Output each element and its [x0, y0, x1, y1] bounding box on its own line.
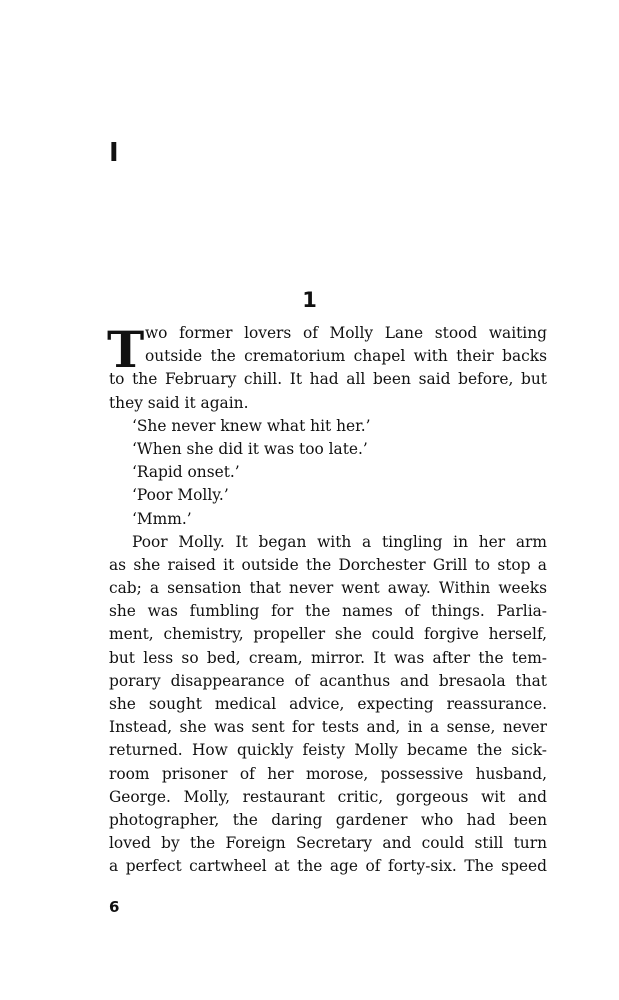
text-line: Poor Molly. It began with a tingling in her arm	[132, 532, 547, 551]
text-line: she was fumbling for the names of things. Parlia-	[109, 602, 547, 621]
text-line: room prisoner of her morose, possessive husband,	[109, 764, 547, 783]
body-text	[109, 322, 547, 879]
text-line: outside the crematorium chapel with their backs	[145, 347, 547, 366]
drop-cap: T	[107, 320, 145, 379]
text-line: loved by the Foreign Secretary and could still turn	[109, 834, 547, 853]
text-line: Instead, she was sent for tests and, in a sense, never	[109, 718, 547, 737]
text-line: as she raised it outside the Dorchester Grill to stop a	[109, 555, 547, 574]
dialogue-line: ‘Mmm.’	[132, 509, 192, 528]
text-line: to the February chill. It had all been said before, but	[109, 370, 547, 389]
text-line: a perfect cartwheel at the age of forty-six. The speed	[109, 857, 547, 876]
dialogue-line: ‘Rapid onset.’	[132, 463, 240, 482]
dialogue-line: ‘When she did it was too late.’	[132, 439, 368, 458]
text-line: wo former lovers of Molly Lane stood waiting	[145, 324, 547, 342]
text-line: photographer, the daring gardener who had been	[109, 810, 547, 829]
chapter-number: 1	[302, 288, 317, 312]
text-line: they said it again.	[109, 393, 249, 412]
text-line: but less so bed, cream, mirror. It was after the tem-	[109, 648, 547, 667]
part-number: I	[109, 138, 119, 168]
opening-paragraph	[107, 320, 547, 379]
text-line: porary disappearance of acanthus and bresaola that	[109, 671, 547, 690]
text-line: cab; a sensation that never went away. Within weeks	[109, 579, 547, 598]
text-line: returned. How quickly feisty Molly became the sick-	[109, 741, 547, 760]
dialogue-line: ‘Poor Molly.’	[132, 486, 229, 505]
text-line: she sought medical advice, expecting reassurance.	[109, 695, 547, 714]
page-number: 6	[109, 898, 120, 916]
text-line: ment, chemistry, propeller she could forgive herself,	[109, 625, 547, 644]
dialogue-line: ‘She never knew what hit her.’	[132, 416, 371, 435]
text-line: George. Molly, restaurant critic, gorgeous wit and	[109, 787, 547, 806]
